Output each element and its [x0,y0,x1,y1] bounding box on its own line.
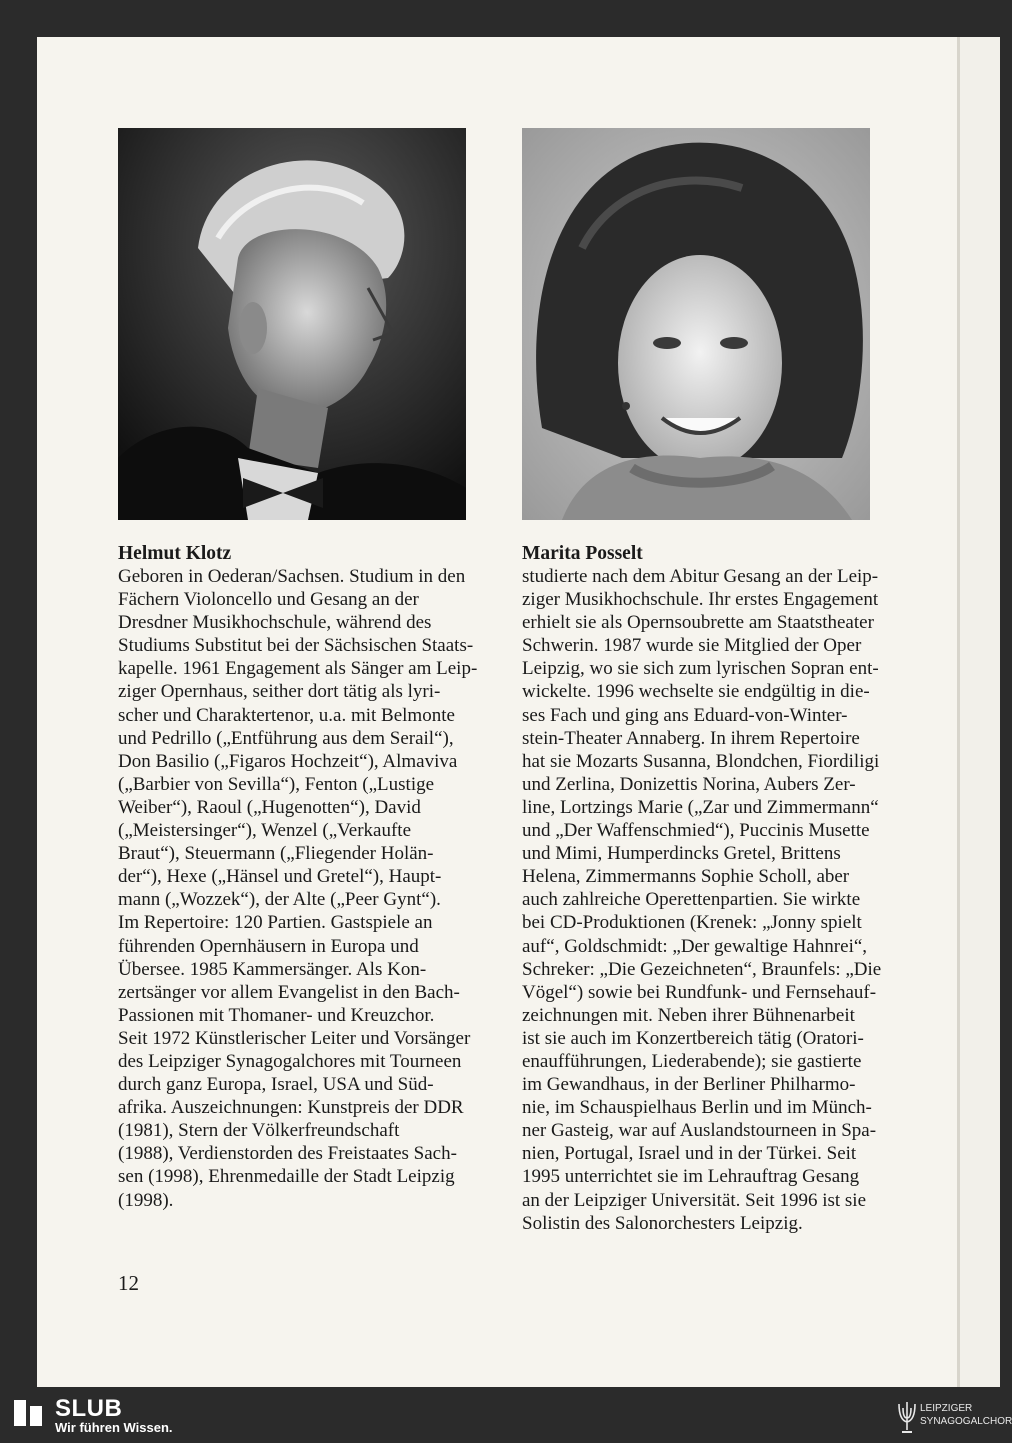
bio-line: Studiums Substitut bei der Sächsischen Staats- [118,635,474,657]
bio-line: Im Repertoire: 120 Partien. Gastspiele an [118,912,433,934]
bio-line: im Gewandhaus, in der Berliner Philharmo- [522,1074,856,1096]
bio-line: Schreker: „Die Gezeichneten“, Braunfels: „Die [522,958,882,980]
bio-line: der“), Hexe („Hänsel und Gretel“), Haupt- [118,866,442,888]
bio-line: line, Lortzings Marie („Zar und Zimmermann“ [522,796,879,818]
bio-line: („Barbier von Sevilla“), Fenton („Lustige [118,773,435,795]
page-number: 12 [118,1271,139,1295]
bio-line: ziger Musikhochschule. Ihr erstes Engagement [522,589,879,611]
bio-line: Leipzig, wo sie sich zum lyrischen Sopran ent- [522,658,879,680]
footer-bar [0,1390,1012,1442]
bio-line: Fächern Violoncello und Gesang an der [118,589,419,611]
bio-line: ziger Opernhaus, seither dort tätig als lyri- [118,681,441,703]
facing-page-edge [960,37,1000,1387]
bio-name-heading: Helmut Klotz [118,543,232,564]
bio-line: („Meistersinger“), Wenzel („Verkaufte [118,820,411,842]
bio-line: Don Basilio („Figaros Hochzeit“), Almaviva [118,750,458,772]
bio-line: des Leipziger Synagogalchores mit Tourneen [118,1050,462,1072]
bio-line: Vögel“) sowie bei Rundfunk- und Fernsehauf- [522,981,877,1003]
bio-line: hat sie Mozarts Susanna, Blondchen, Fiordiligi [522,750,880,772]
bio-line: nien, Portugal, Israel und in der Türkei. Seit [522,1143,857,1165]
bio-line: Geboren in Oederan/Sachsen. Studium in den [118,566,466,587]
bio-line: Schwerin. 1987 wurde sie Mitglied der Oper [522,635,862,657]
bio-line: scher und Charaktertenor, u.a. mit Belmonte [118,704,455,726]
slub-brand[interactable]: SLUB [55,1395,123,1422]
bio-line: und Pedrillo („Entführung aus dem Serail“), [118,727,454,749]
bio-helmut-klotz [118,542,478,1212]
bio-line: mann („Wozzek“), der Alte („Peer Gynt“). [118,889,441,911]
bio-line: Passionen mit Thomaner- und Kreuzchor. [118,1004,435,1026]
bio-line: Solistin des Salonorchesters Leipzig. [522,1212,803,1234]
bio-line: erhielt sie als Opernsoubrette am Staatstheater [522,612,874,634]
slub-tagline: Wir führen Wissen. [55,1420,173,1435]
bio-line: durch ganz Europa, Israel, USA und Süd- [118,1074,434,1096]
bio-line: (1988), Verdienstorden des Freistaates Sach- [118,1143,457,1165]
choir-wordmark [920,1402,1012,1428]
bio-line: wickelte. 1996 wechselte sie endgültig in die- [522,681,870,703]
bio-line: Übersee. 1985 Kammersänger. Als Kon- [118,958,427,980]
bio-line: stein-Theater Annaberg. In ihrem Repertoire [522,727,860,749]
bio-line: ses Fach und ging ans Eduard-von-Winter- [522,704,848,726]
bio-line: zertsänger vor allem Evangelist in den Bach- [118,981,460,1003]
bio-line: auf“, Goldschmidt: „Der gewaltige Hahnrei“, [522,935,868,957]
bio-line: Braut“), Steuermann („Fliegender Holän- [118,843,434,865]
bio-line: Dresdner Musikhochschule, während des [118,612,432,634]
bio-line: (1981), Stern der Völkerfreundschaft [118,1120,400,1142]
bio-line: Helena, Zimmermanns Sophie Scholl, aber [522,866,850,888]
bio-line: und Mimi, Humperdincks Gretel, Brittens [522,843,841,865]
bio-line: kapelle. 1961 Engagement als Sänger am Leip- [118,658,478,680]
bio-line: Weiber“), Raoul („Hugenotten“), David [118,796,421,818]
menorah-icon [895,1394,919,1443]
bio-line: ner Gasteig, war auf Auslandstourneen in Spa- [522,1120,877,1142]
bio-line: und Zerlina, Donizettis Norina, Aubers Zer- [522,773,856,795]
bio-line: 1995 unterrichtet sie im Lehrauftrag Gesang [522,1166,860,1188]
bio-line: nie, im Schauspielhaus Berlin und im Münch- [522,1097,872,1119]
bio-line: auch zahlreiche Operettenpartien. Sie wirkte [522,889,861,911]
bio-line: zeichnungen mit. Neben ihrer Bühnenarbeit [522,1004,855,1026]
bio-line: bei CD-Produktionen (Krenek: „Jonny spielt [522,912,862,934]
bio-line: studierte nach dem Abitur Gesang an der Leip- [522,566,879,587]
bio-line: ist sie auch im Konzertbereich tätig (Oratori- [522,1027,864,1049]
bio-line: (1998). [118,1189,174,1211]
choir-name-line2: SYNAGOGALCHOR [920,1416,1012,1427]
bio-line: an der Leipziger Universität. Seit 1996 ist sie [522,1189,867,1211]
bio-line: führenden Opernhäusern in Europa und [118,935,419,957]
portrait-photo-posselt [522,128,870,520]
bio-line: und „Der Waffenschmied“), Puccinis Musette [522,820,870,842]
bio-marita-posselt [522,542,882,1235]
bio-line: afrika. Auszeichnungen: Kunstpreis der DDR [118,1097,464,1119]
bio-name-heading: Marita Posselt [522,543,643,564]
choir-name-line1: LEIPZIGER [920,1403,973,1414]
bio-line: Seit 1972 Künstlerischer Leiter und Vorsänger [118,1027,471,1049]
slub-book-icon[interactable] [12,1398,46,1433]
bio-line: enaufführungen, Liederabende); sie gastierte [522,1050,862,1072]
portrait-photo-klotz [118,128,466,520]
bio-line: sen (1998), Ehrenmedaille der Stadt Leipzig [118,1166,455,1188]
